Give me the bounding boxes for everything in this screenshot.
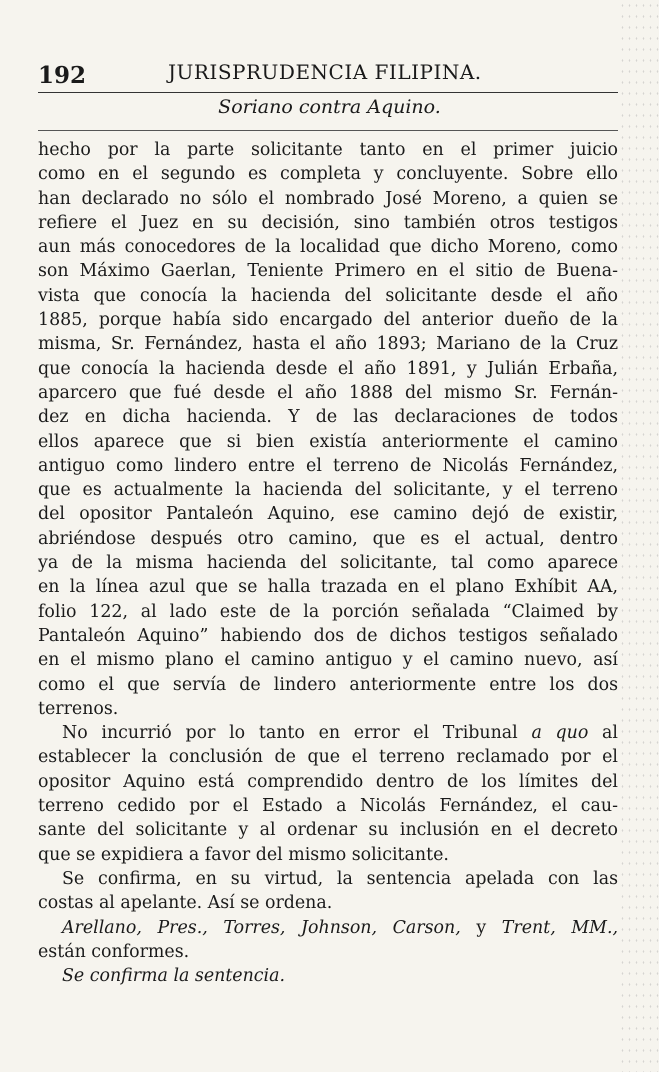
text-line: ellos aparece que si bien existía anteriormente el camino — [38, 431, 618, 452]
judges-paragraph — [38, 916, 618, 965]
text-line: terrenos. — [38, 698, 119, 719]
paragraph-1 — [38, 138, 618, 721]
case-title: Soriano contra Aquino. — [218, 96, 441, 118]
header-rule — [38, 92, 618, 93]
paper-texture — [619, 0, 659, 1072]
text-line: antiguo como lindero entre el terreno de Nicolás Fernández, — [38, 455, 618, 476]
text-line: que conocía la hacienda desde el año 1891, y Julián Erbaña, — [38, 358, 618, 379]
judges-names: Arellano, Pres., Torres, Johnson, Carson, — [62, 917, 461, 938]
text-line: en la línea azul que se halla trazada en el plano Exhíbit AA, — [38, 577, 618, 598]
text-line: que es actualmente la hacienda del solicitante, y el terreno — [38, 480, 618, 501]
text-line: misma, Sr. Fernández, hasta el año 1893; Mariano de la Cruz — [38, 334, 618, 355]
latin-term: a quo — [531, 723, 589, 744]
text-line: sante del solicitante y al ordenar su inclusión en el decreto — [38, 820, 618, 841]
text-line: abriéndose después otro camino, que es el actual, dentro — [38, 528, 618, 549]
text-line: son Máximo Gaerlan, Teniente Primero en el sitio de Buena- — [38, 261, 618, 282]
text-line: del opositor Pantaleón Aquino, ese camino dejó de existir, — [38, 504, 618, 525]
judges-names: Trent, MM., — [501, 917, 618, 938]
text-line: han declarado no sólo el nombrado José Moreno, a quien se — [38, 188, 618, 209]
text-segment: No incurrió por lo tanto en error el Tribunal — [62, 723, 532, 744]
text-line: establecer la conclusión de que el terreno reclamado por el — [38, 747, 618, 768]
text-line: terreno cedido por el Estado a Nicolás Fernández, el cau- — [38, 796, 618, 817]
text-line: vista que conocía la hacienda del solicitante desde el año — [38, 285, 618, 306]
text-line: folio 122, al lado este de la porción señalada “Claimed by — [38, 601, 618, 622]
closing-line: Se confirma la sentencia. — [62, 966, 285, 987]
page-header — [38, 56, 618, 90]
text-line: Pantaleón Aquino” habiendo dos de dichos testigos señalado — [38, 625, 618, 646]
body-text — [38, 138, 618, 988]
paragraph-2 — [38, 721, 618, 867]
text-line: costas al apelante. Así se ordena. — [38, 893, 333, 914]
text-line: como en el segundo es completa y concluyente. Sobre ello — [38, 164, 618, 185]
text-line: ya de la misma hacienda del solicitante, tal como aparece — [38, 553, 618, 574]
text-line: opositor Aquino está comprendido dentro de los límites del — [38, 771, 618, 792]
text-line: aparcero que fué desde el año 1888 del mismo Sr. Fernán- — [38, 382, 618, 403]
text-line: 1885, porque había sido encargado del anterior dueño de la — [38, 310, 618, 331]
text-segment: al — [588, 723, 618, 744]
text-line: hecho por la parte solicitante tanto en el primer juicio — [38, 140, 618, 160]
text-line: aun más conocedores de la localidad que dicho Moreno, como — [38, 237, 618, 258]
text-line — [38, 721, 618, 745]
text-segment: y — [460, 917, 502, 938]
paragraph-3 — [38, 867, 618, 916]
text-line: como el que servía de lindero anteriormente entre los dos — [38, 674, 618, 695]
text-line: refiere el Juez en su decisión, sino también otros testigos — [38, 212, 618, 233]
text-line — [38, 916, 618, 940]
running-title: JURISPRUDENCIA FILIPINA. — [168, 60, 482, 84]
closing-paragraph — [38, 964, 618, 988]
text-line: que se expidiera a favor del mismo solicitante. — [38, 844, 449, 865]
text-line: están conformes. — [38, 941, 190, 962]
text-line: en el mismo plano el camino antiguo y el camino nuevo, así — [38, 650, 618, 671]
case-title-rule — [38, 130, 618, 131]
text-line: dez en dicha hacienda. Y de las declaraciones de todos — [38, 407, 618, 428]
text-line: Se confirma, en su virtud, la sentencia apelada con las — [62, 868, 618, 889]
page-number: 192 — [38, 62, 87, 89]
